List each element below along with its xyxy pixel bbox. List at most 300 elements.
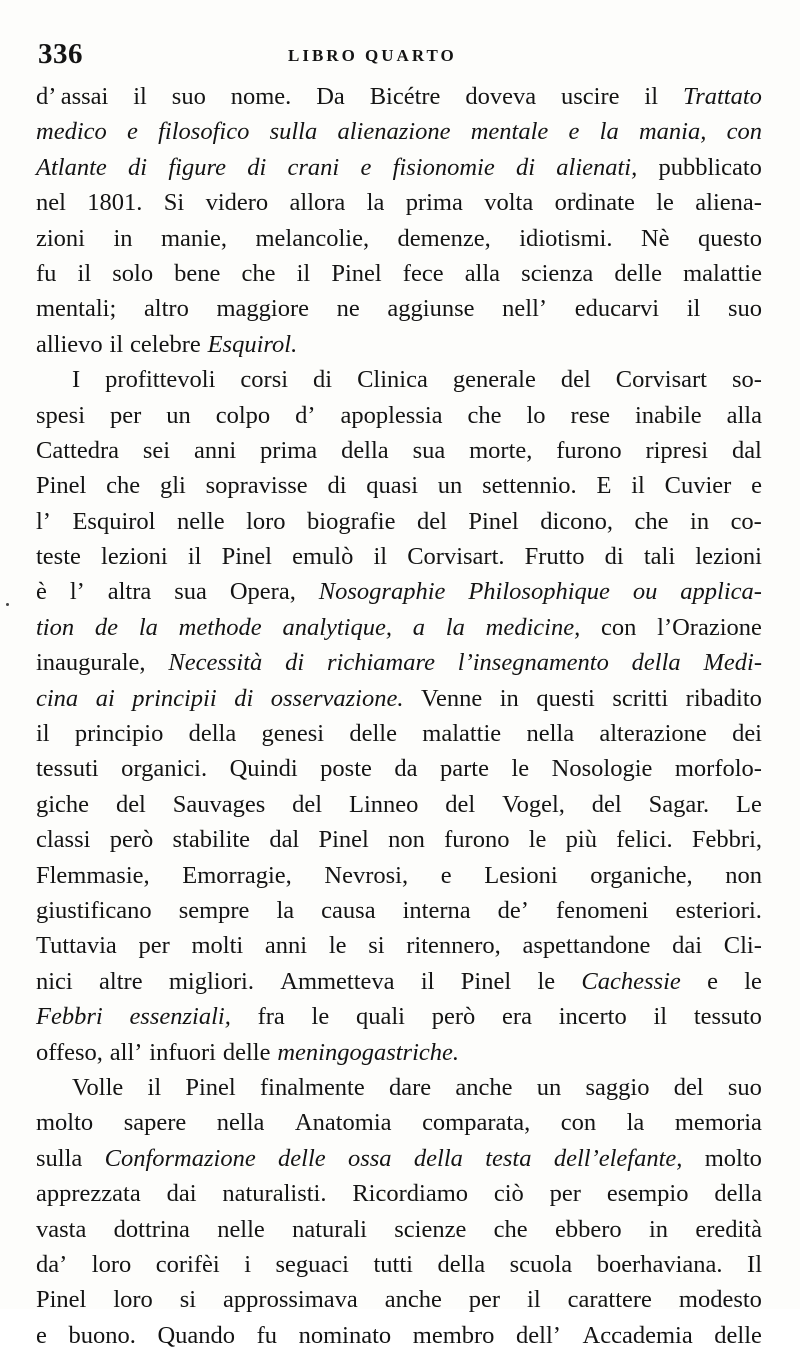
word: Opera, — [229, 578, 296, 606]
text-line — [36, 893, 762, 928]
text-line — [36, 1105, 762, 1140]
text-line — [36, 398, 762, 433]
word: fu — [36, 259, 57, 287]
word: volta — [484, 189, 534, 217]
word: le — [528, 826, 547, 854]
word: melancolie, — [255, 224, 370, 252]
word: biografie — [307, 507, 396, 535]
word: Esquirol. — [207, 330, 298, 358]
word: crani — [287, 153, 340, 181]
word: tali — [643, 543, 676, 571]
word: giustificano — [36, 896, 152, 924]
word: del — [591, 790, 622, 818]
word: molto — [704, 1144, 762, 1172]
word: Flemmasie, — [36, 861, 150, 889]
word: il — [420, 967, 435, 995]
word: Medi- — [703, 649, 762, 677]
text-line — [36, 822, 762, 857]
word: quali — [355, 1003, 405, 1031]
text-line — [36, 999, 762, 1034]
word: anni — [264, 932, 308, 960]
word: di — [313, 366, 333, 394]
word: prima — [260, 436, 318, 464]
word: mentali; — [36, 295, 117, 323]
word: Clinica — [357, 366, 428, 394]
word: dicono, — [540, 507, 614, 535]
word: in — [648, 1215, 669, 1243]
word: Accademia — [582, 1321, 693, 1349]
text-line — [36, 433, 762, 468]
word: alterazione — [599, 720, 707, 748]
word: testa — [485, 1144, 532, 1172]
word: fisionomie — [392, 153, 495, 181]
word: il — [644, 83, 659, 110]
word: analytique, — [282, 613, 392, 641]
word: generale — [452, 366, 536, 394]
word: nelle — [176, 507, 225, 535]
word: Nevrosi, — [324, 861, 409, 889]
word: del — [560, 366, 591, 394]
text-line — [36, 221, 762, 256]
text-line — [36, 362, 762, 397]
word: l’Orazione — [657, 613, 762, 641]
word: organiche, — [590, 861, 693, 889]
word: infuori — [149, 1038, 216, 1066]
word: Pinel — [318, 826, 369, 854]
text-line — [36, 574, 762, 609]
word: loro — [91, 1250, 132, 1278]
word: tion — [36, 613, 75, 641]
word: di — [515, 153, 536, 181]
word: Cuvier — [664, 472, 732, 500]
word: a — [412, 613, 426, 641]
word: educarvi — [574, 295, 660, 323]
word: di — [128, 153, 148, 181]
word: morte, — [469, 436, 533, 464]
word: videro — [205, 189, 269, 217]
text-line — [36, 185, 762, 220]
word: ai — [95, 684, 115, 712]
word: per — [468, 1286, 501, 1314]
word: Necessità — [168, 649, 263, 677]
text-line — [36, 150, 762, 185]
word: le — [328, 932, 347, 960]
word: anche — [384, 1286, 442, 1314]
word: Cli- — [723, 932, 762, 960]
word: tessuto — [693, 1003, 762, 1031]
word: sopravisse — [205, 472, 308, 500]
text-line — [36, 610, 762, 645]
text-line — [36, 256, 762, 291]
word: teste — [36, 543, 81, 571]
word: Pinel — [468, 507, 519, 535]
word: inabile — [634, 401, 702, 429]
word: le — [511, 755, 530, 783]
word: scuola — [509, 1250, 573, 1278]
word: aspettandone — [522, 932, 651, 960]
word: bene — [174, 259, 221, 287]
word: buono. — [68, 1321, 136, 1349]
word: dal — [731, 436, 762, 464]
text-line — [36, 858, 762, 893]
word: scienze — [394, 1215, 467, 1243]
word: le — [311, 1003, 330, 1031]
word: nelle — [217, 1215, 265, 1243]
word: Ammetteva — [280, 967, 395, 995]
word: suo — [727, 295, 762, 323]
word: che — [634, 507, 669, 535]
word: finalmente — [259, 1073, 365, 1101]
word: ou — [632, 578, 658, 606]
word: ripresi — [645, 436, 709, 464]
word: il — [527, 1286, 541, 1314]
word: la — [366, 189, 385, 217]
word: mania, — [638, 118, 707, 146]
word: medicine, — [485, 613, 581, 641]
word: aggiunse — [387, 295, 475, 323]
word: fenomeni — [555, 896, 649, 924]
word: altra — [107, 578, 152, 606]
word: le — [537, 967, 556, 995]
word: memoria — [674, 1109, 762, 1137]
word: poste — [320, 755, 372, 783]
word: le — [744, 967, 762, 995]
word: delle — [222, 1038, 271, 1066]
word: naturalisti. — [222, 1180, 327, 1208]
body-text — [36, 79, 762, 1353]
word: inaugurale, — [36, 649, 146, 677]
word: Pinel — [221, 543, 272, 571]
word: osservazione. — [270, 684, 404, 712]
word: classi — [36, 826, 91, 854]
word: si — [368, 932, 385, 960]
word: Pinel — [460, 967, 512, 995]
word: di — [604, 543, 624, 571]
word: delle — [714, 1321, 762, 1349]
word: Febbri — [36, 1003, 103, 1031]
word: e — [127, 118, 138, 146]
word: fu — [256, 1321, 278, 1349]
word: non — [725, 861, 762, 889]
word: l’insegnamento — [457, 649, 609, 677]
word: richiamare — [326, 649, 435, 677]
word: quasi — [366, 472, 419, 500]
word: nominato — [298, 1321, 392, 1349]
word: 1801. — [87, 189, 143, 217]
word: sei — [142, 436, 171, 464]
word: filosofico — [158, 118, 250, 146]
word: più — [565, 826, 597, 854]
word: che — [493, 1215, 528, 1243]
word: allora — [289, 189, 346, 217]
word: emulò — [292, 543, 354, 571]
word: Corvisart. — [407, 543, 505, 571]
word: malattie — [422, 720, 502, 748]
word: Philosophique — [468, 578, 610, 606]
word: si — [179, 1286, 197, 1314]
text-line — [36, 1247, 762, 1282]
word: Quindi — [229, 755, 298, 783]
word: altro — [143, 295, 189, 323]
word: la — [138, 613, 158, 641]
word: della — [188, 720, 237, 748]
text-line — [36, 928, 762, 963]
word: per — [138, 932, 170, 960]
word: nici — [36, 967, 73, 995]
word: so- — [731, 366, 762, 394]
word: di — [234, 684, 254, 712]
word: meningogastriche. — [277, 1038, 460, 1066]
word: non — [388, 826, 425, 854]
text-line — [36, 1318, 762, 1353]
text-line — [36, 114, 762, 149]
word: anche — [455, 1073, 513, 1101]
word: solo — [112, 259, 154, 287]
word: delle — [614, 259, 662, 287]
word: Emorragie, — [182, 861, 292, 889]
word: Vogel, — [502, 790, 565, 818]
word: della — [714, 1180, 762, 1208]
word: causa — [321, 896, 376, 924]
word: methode — [178, 613, 262, 641]
word: scienza — [521, 259, 594, 287]
word: dare — [388, 1073, 432, 1101]
word: demenze, — [397, 224, 491, 252]
word: da — [394, 755, 418, 783]
word: l’ — [69, 578, 85, 606]
word: del — [673, 1073, 704, 1101]
word: che — [241, 259, 276, 287]
word: molto — [36, 1109, 94, 1137]
text-line — [36, 327, 762, 362]
word: del — [416, 507, 447, 535]
word: Si — [163, 189, 185, 217]
word: ne — [336, 295, 360, 323]
word: la — [599, 118, 619, 146]
word: lezioni — [695, 543, 762, 571]
word: ribadito — [685, 684, 762, 712]
word: I — [72, 366, 81, 394]
word: e — [440, 861, 452, 889]
word: Corvisart — [615, 366, 707, 394]
word: in — [113, 224, 133, 252]
word: saggio — [585, 1073, 650, 1101]
word: la — [626, 1109, 645, 1137]
word: felici. — [616, 826, 673, 854]
word: del — [115, 790, 146, 818]
word: profittevoli — [105, 366, 216, 394]
word: tessuti — [36, 755, 99, 783]
word: carattere — [567, 1286, 652, 1314]
word: cina — [36, 684, 79, 712]
word: Cachessie — [581, 967, 681, 995]
word: suo — [727, 1073, 762, 1101]
word: della — [341, 436, 389, 464]
word: Il — [747, 1250, 762, 1278]
word: molti — [191, 932, 244, 960]
word: un — [536, 1073, 562, 1101]
word: corifèi — [155, 1250, 220, 1278]
word: dal — [269, 826, 300, 854]
word: boerhaviana. — [596, 1250, 723, 1278]
word: nella — [526, 720, 575, 748]
word: allievo — [36, 330, 103, 358]
word: il — [653, 1003, 668, 1031]
word: nella — [216, 1109, 265, 1137]
word: essenziali, — [129, 1003, 231, 1031]
word: Venne — [420, 684, 483, 712]
word: Volle — [72, 1073, 124, 1101]
text-line — [36, 716, 762, 751]
word: Pinel — [36, 1286, 87, 1314]
word: era — [502, 1003, 532, 1031]
word: nell’ — [502, 295, 548, 323]
word: Linneo — [348, 790, 419, 818]
word: mentale — [470, 118, 549, 146]
word: le — [656, 189, 674, 217]
text-line — [36, 1176, 762, 1211]
text-line — [36, 681, 762, 716]
word: della — [437, 1250, 486, 1278]
word: e — [707, 967, 718, 995]
word: ritennero, — [406, 932, 501, 960]
word: ordinate — [554, 189, 635, 217]
word: il — [147, 1073, 162, 1101]
text-line — [36, 1141, 762, 1176]
word: interna — [402, 896, 471, 924]
word: rese — [570, 401, 610, 429]
word: alla — [726, 401, 762, 429]
word: con — [600, 613, 637, 641]
word: eredità — [695, 1215, 762, 1243]
word: è — [36, 578, 47, 606]
word: Cattedra — [36, 436, 119, 464]
word: che — [106, 472, 141, 500]
word: dell’elefante, — [553, 1144, 683, 1172]
word: Tuttavia — [36, 932, 117, 960]
word: genesi — [261, 720, 325, 748]
word: ciò — [493, 1180, 524, 1208]
margin-mark — [6, 603, 9, 606]
word: celebre — [130, 330, 201, 358]
word: stabilite — [172, 826, 251, 854]
word: Pinel — [185, 1073, 236, 1101]
word: co- — [730, 507, 762, 535]
word: prima — [405, 189, 463, 217]
word: de’ — [497, 896, 529, 924]
word: esempio — [606, 1180, 689, 1208]
word: di — [247, 153, 267, 181]
text-line — [36, 1212, 762, 1247]
word: de — [94, 613, 119, 641]
word: il — [109, 330, 124, 358]
word: morfolo- — [674, 755, 762, 783]
word: un — [166, 401, 191, 429]
word: loro — [113, 1286, 153, 1314]
word: sua — [174, 578, 207, 606]
word: sempre — [178, 896, 250, 924]
word: Pinel — [331, 259, 382, 287]
word: scritti — [612, 684, 669, 712]
word: sulla — [36, 1144, 83, 1172]
word: per — [549, 1180, 581, 1208]
word: Le — [736, 790, 762, 818]
word: spesi — [36, 401, 85, 429]
word: della — [631, 649, 681, 677]
word: l’ — [36, 507, 51, 535]
word: sulla — [269, 118, 318, 146]
word: furono — [444, 826, 510, 854]
word: con — [560, 1109, 597, 1137]
word: da’ — [36, 1250, 68, 1278]
text-line — [36, 645, 762, 680]
word: il — [686, 295, 701, 323]
word: il — [133, 83, 147, 110]
word: pubblicato — [658, 153, 762, 181]
word: Atlante — [36, 153, 107, 181]
word: Sauvages — [172, 790, 266, 818]
word: e — [568, 118, 580, 146]
word: Quando — [157, 1321, 236, 1349]
word: migliori. — [168, 967, 254, 995]
word: Lesioni — [484, 861, 558, 889]
word: Frutto — [524, 543, 585, 571]
word: il — [36, 720, 50, 748]
word: questi — [536, 684, 595, 712]
word: apoplessia — [340, 401, 443, 429]
word: suo — [171, 83, 206, 110]
word: di — [285, 649, 305, 677]
word: del — [445, 790, 476, 818]
text-line — [36, 1035, 762, 1070]
word: uscire — [561, 83, 620, 110]
word: applica- — [680, 578, 762, 606]
word: in — [499, 684, 519, 712]
word: manie, — [161, 224, 227, 252]
word: il — [373, 543, 388, 571]
word: E — [596, 472, 612, 500]
word: offeso, — [36, 1038, 103, 1066]
text-line — [36, 468, 762, 503]
word: dell’ — [516, 1321, 561, 1349]
word: Trattato — [682, 83, 762, 110]
word: giche — [36, 790, 90, 818]
word: delle — [278, 1144, 326, 1172]
word: d’ assai — [36, 83, 109, 110]
word: esteriori. — [675, 896, 762, 924]
page-header — [38, 38, 758, 74]
word: alla — [464, 259, 501, 287]
word: alienati, — [556, 153, 638, 181]
text-line — [36, 291, 762, 326]
word: corsi — [240, 366, 289, 394]
word: e — [751, 472, 762, 500]
word: colpo — [215, 401, 271, 429]
word: incerto — [558, 1003, 627, 1031]
word: parte — [440, 755, 489, 783]
text-line — [36, 79, 762, 114]
text-line — [36, 751, 762, 786]
word: gli — [159, 472, 186, 500]
word: doveva — [465, 83, 537, 110]
word: apprezzata — [36, 1180, 141, 1208]
word: naturali — [292, 1215, 367, 1243]
word: anni — [193, 436, 237, 464]
word: Nosologie — [551, 755, 653, 783]
word: organici. — [121, 755, 208, 783]
word: Conformazione — [104, 1144, 256, 1172]
word: lo — [526, 401, 546, 429]
